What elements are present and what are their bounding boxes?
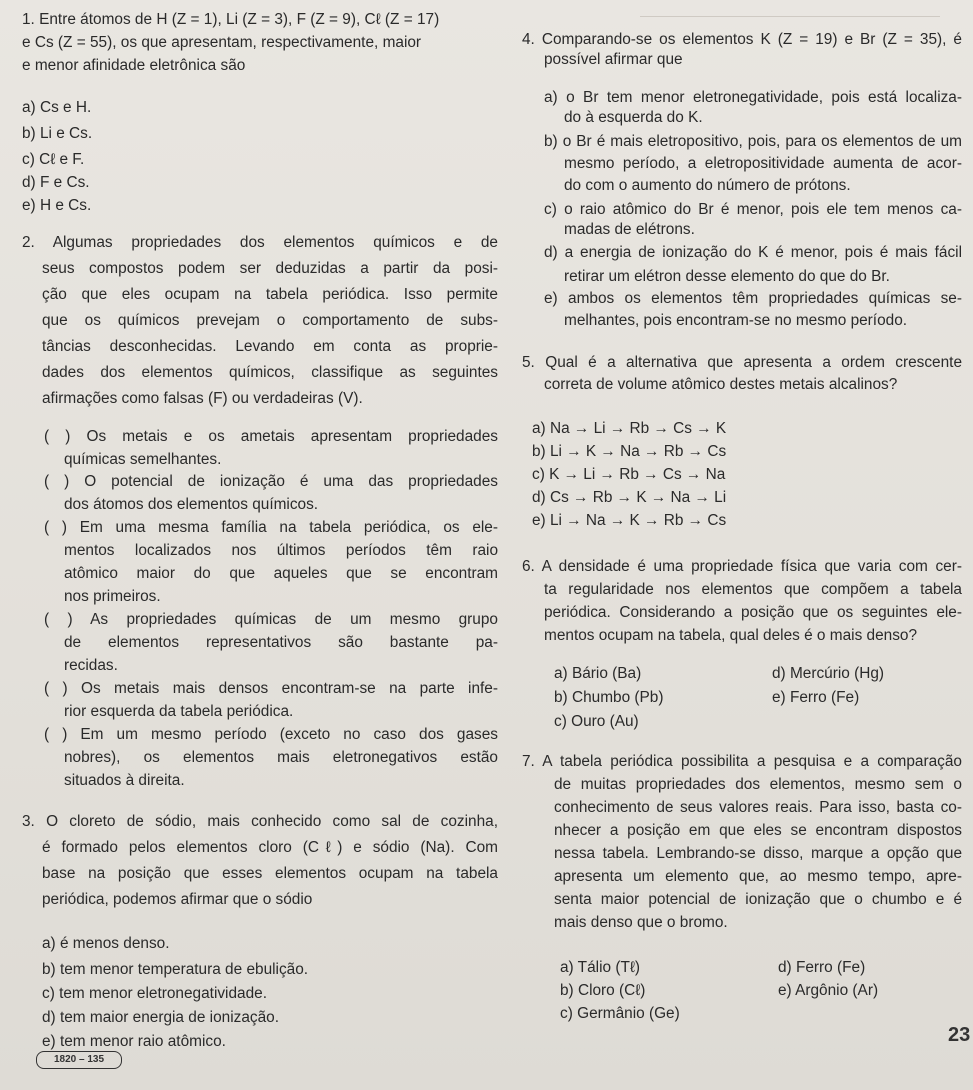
q2-stem-1: 2. Algumas propriedades dos elementos químicos e de [22, 234, 498, 251]
q3-option-c: c) tem menor eletronegatividade. [42, 985, 267, 1002]
q6-option-e: e) Ferro (Fe) [772, 689, 860, 706]
q7-option-b: b) Cloro (Cℓ) [560, 982, 646, 999]
q2-stem-2: seus compostos podem ser deduzidas a partir da posi- [42, 260, 498, 277]
q1-stem-3: e menor afinidade eletrônica são [22, 57, 246, 74]
q7-option-e: e) Argônio (Ar) [778, 982, 879, 999]
q4-option-d: d) a energia de ionização do K é menor, pois é mais fácil [544, 244, 962, 261]
q7-stem-6: apresenta um elemento que, ao mesmo tempo, apre- [554, 868, 962, 885]
q2-item-5: ( ) Os metais mais densos encontram-se na parte infe- [44, 680, 498, 697]
page-number: 23 [948, 1024, 971, 1046]
q3-stem-2: é formado pelos elementos cloro (Cℓ) e sódio (Na). Com [42, 839, 498, 856]
q2-item-1-cont: químicas semelhantes. [64, 451, 222, 468]
q2-item-4-cont-1: de elementos representativos são bastante pa- [64, 634, 498, 651]
q6-option-b: b) Chumbo (Pb) [554, 689, 664, 706]
q5-option-c: c) K → Li → Rb → Cs → Na [532, 466, 726, 483]
q1-stem-1: 1. Entre átomos de H (Z = 1), Li (Z = 3), F (Z = 9), Cℓ (Z = 17) [22, 11, 440, 28]
q2-item-6: ( ) Em um mesmo período (exceto no caso dos gases [44, 726, 498, 743]
q3-stem-4: periódica, podemos afirmar que o sódio [42, 891, 313, 908]
q1-stem-2: e Cs (Z = 55), os que apresentam, respectivamente, maior [22, 34, 422, 51]
q2-stem-5: tâncias desconhecidas. Levando em conta as proprie- [42, 338, 498, 355]
q6-stem-3: periódica. Considerando a posição que os seguintes ele- [544, 604, 962, 621]
q7-stem-8: mais denso que o bromo. [554, 914, 728, 931]
q1-option-e: e) H e Cs. [22, 197, 92, 214]
q2-item-2: ( ) O potencial de ionização é uma das propriedades [44, 473, 498, 490]
q2-stem-4: que os químicos prevejam o comportamento de subs- [42, 312, 498, 329]
q6-option-c: c) Ouro (Au) [554, 713, 639, 730]
q7-stem-7: senta maior potencial de ionização que o chumbo e é [554, 891, 962, 908]
q4-option-c-cont: madas de elétrons. [564, 221, 695, 238]
q2-stem-7: afirmações como falsas (F) ou verdadeiras (V). [42, 390, 363, 407]
q1-option-a: a) Cs e H. [22, 99, 92, 116]
q1-option-d: d) F e Cs. [22, 174, 90, 191]
q2-stem-3: ção que eles ocupam na tabela periódica. Isso permite [42, 286, 498, 303]
q5-option-e: e) Li → Na → K → Rb → Cs [532, 512, 727, 529]
q7-stem-5: nessa tabela. Lembrando-se disso, marque a opção que [554, 845, 962, 862]
q4-option-b-cont-1: mesmo período, a eletropositividade aumenta de acor- [564, 155, 962, 172]
q7-stem-1: 7. A tabela periódica possibilita a pesquisa e a comparação [522, 753, 962, 770]
q4-stem-2: possível afirmar que [544, 51, 683, 68]
footer-code-badge: 1820 – 135 [36, 1051, 122, 1069]
q4-stem-1: 4. Comparando-se os elementos K (Z = 19) e Br (Z = 35), é [522, 31, 962, 48]
q7-option-a: a) Tálio (Tℓ) [560, 959, 640, 976]
q3-option-e: e) tem menor raio atômico. [42, 1033, 226, 1050]
q7-stem-4: nhecer a posição em que eles se encontram dispostos [554, 822, 962, 839]
q4-option-a: a) o Br tem menor eletronegatividade, pois está localiza- [544, 89, 962, 106]
q2-item-3-cont-3: nos primeiros. [64, 588, 161, 605]
q6-stem-4: mentos ocupam na tabela, qual deles é o mais denso? [544, 627, 918, 644]
q1-option-b: b) Li e Cs. [22, 125, 93, 142]
q2-stem-6: dades dos elementos químicos, classifique as seguintes [42, 364, 498, 381]
q2-item-3-cont-1: mentos localizados nos últimos períodos têm raio [64, 542, 498, 559]
q5-option-d: d) Cs → Rb → K → Na → Li [532, 489, 727, 506]
q1-option-c: c) Cℓ e F. [22, 151, 85, 168]
q3-option-b: b) tem menor temperatura de ebulição. [42, 961, 309, 978]
q2-item-4: ( ) As propriedades químicas de um mesmo grupo [44, 611, 498, 628]
q5-stem-1: 5. Qual é a alternativa que apresenta a ordem crescente [522, 354, 962, 371]
q3-option-d: d) tem maior energia de ionização. [42, 1009, 279, 1026]
top-rule [640, 16, 940, 17]
q7-option-c: c) Germânio (Ge) [560, 1005, 680, 1022]
q6-stem-1: 6. A densidade é uma propriedade física que varia com cer- [522, 558, 962, 575]
q5-option-a: a) Na → Li → Rb → Cs → K [532, 420, 727, 437]
q7-option-d: d) Ferro (Fe) [778, 959, 866, 976]
q6-stem-2: ta regularidade nos elementos que compõem a tabela [544, 581, 962, 598]
q5-stem-2: correta de volume atômico destes metais alcalinos? [544, 376, 898, 393]
q2-item-5-cont: rior esquerda da tabela periódica. [64, 703, 294, 720]
q4-option-c: c) o raio atômico do Br é menor, pois ele tem menos ca- [544, 201, 962, 218]
q4-option-b-cont-2: do com o aumento do número de prótons. [564, 177, 851, 194]
q4-option-e-cont: melhantes, pois encontram-se no mesmo período. [564, 312, 908, 329]
q4-option-a-cont: do à esquerda do K. [564, 109, 703, 126]
q2-item-6-cont-1: nobres), os elementos mais eletronegativos estão [64, 749, 498, 766]
q4-option-e: e) ambos os elementos têm propriedades químicas se- [544, 290, 962, 307]
q4-option-d-cont: retirar um elétron desse elemento do que do Br. [564, 268, 890, 285]
q2-item-2-cont: dos átomos dos elementos químicos. [64, 496, 319, 513]
q2-item-4-cont-2: recidas. [64, 657, 118, 674]
q5-option-b: b) Li → K → Na → Rb → Cs [532, 443, 727, 460]
q2-item-6-cont-2: situados à direita. [64, 772, 185, 789]
q2-item-3-cont-2: atômico maior do que aqueles que se encontram [64, 565, 498, 582]
q3-option-a: a) é menos denso. [42, 935, 170, 952]
q3-stem-1: 3. O cloreto de sódio, mais conhecido como sal de cozinha, [22, 813, 498, 830]
q6-option-a: a) Bário (Ba) [554, 665, 642, 682]
q7-stem-3: conhecimento de seus valores reais. Para isso, basta co- [554, 799, 962, 816]
q2-item-3: ( ) Em uma mesma família na tabela periódica, os ele- [44, 519, 498, 536]
q3-stem-3: base na posição que esses elementos ocupam na tabela [42, 865, 498, 882]
q7-stem-2: de muitas propriedades dos elementos, mesmo sem o [554, 776, 962, 793]
q6-option-d: d) Mercúrio (Hg) [772, 665, 885, 682]
q4-option-b: b) o Br é mais eletropositivo, pois, para os elementos de um [544, 133, 962, 150]
q2-item-1: ( ) Os metais e os ametais apresentam propriedades [44, 428, 498, 445]
